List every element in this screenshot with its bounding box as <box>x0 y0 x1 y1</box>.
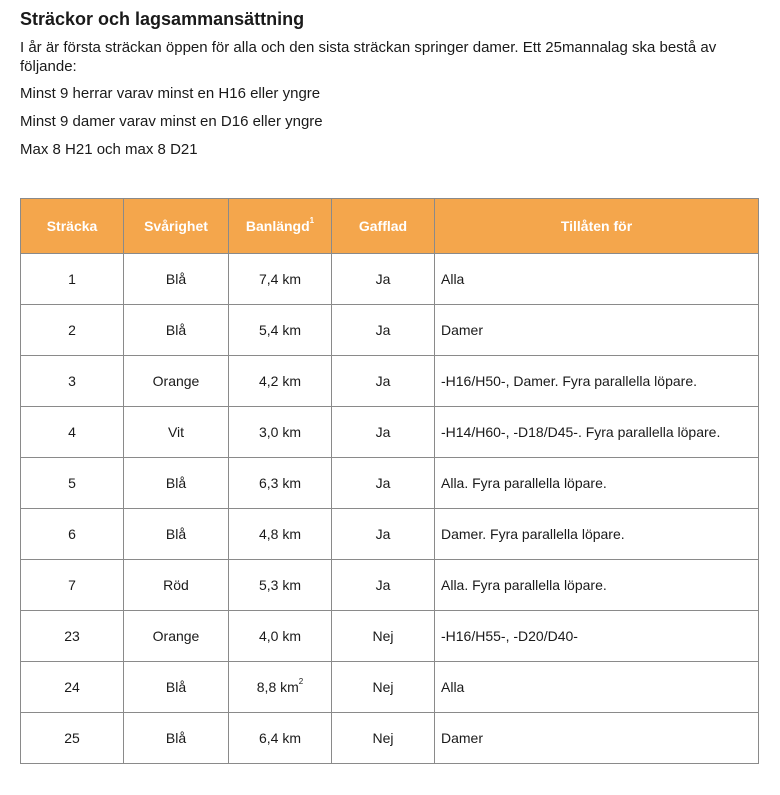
cell-forked: Nej <box>332 611 435 662</box>
header-leg: Sträcka <box>21 199 124 254</box>
table-row <box>21 356 759 407</box>
table-row <box>21 662 759 713</box>
rule-text-max: Max 8 H21 och max 8 D21 <box>20 141 198 158</box>
header-difficulty: Svårighet <box>124 199 229 254</box>
cell-difficulty: Röd <box>124 560 229 611</box>
table-row <box>21 458 759 509</box>
cell-forked: Ja <box>332 560 435 611</box>
header-length-label: Banlängd <box>245 218 310 234</box>
cell-allowed: Damer <box>435 305 759 356</box>
cell-allowed: Alla. Fyra parallella löpare. <box>435 458 759 509</box>
cell-forked: Ja <box>332 509 435 560</box>
cell-length <box>229 407 332 458</box>
table-row <box>21 509 759 560</box>
length-value: 7,4 km <box>258 271 301 287</box>
length-value: 5,4 km <box>258 322 301 338</box>
cell-difficulty: Orange <box>124 611 229 662</box>
cell-difficulty: Blå <box>124 713 229 764</box>
footnote-marker: 1 <box>309 216 315 225</box>
cell-allowed: -H16/H50-, Damer. Fyra parallella löpare. <box>435 356 759 407</box>
rule-text-men: Minst 9 herrar varav minst en H16 eller yngre <box>20 85 321 102</box>
length-value: 4,2 km <box>258 373 301 389</box>
cell-length <box>229 611 332 662</box>
header-length <box>229 199 332 254</box>
cell-leg: 25 <box>21 713 124 764</box>
cell-length <box>229 662 332 713</box>
cell-forked: Ja <box>332 458 435 509</box>
length-value: 5,3 km <box>258 577 301 593</box>
table-row <box>21 305 759 356</box>
cell-length <box>229 458 332 509</box>
cell-difficulty: Blå <box>124 662 229 713</box>
cell-length <box>229 509 332 560</box>
cell-length <box>229 560 332 611</box>
page-title: Sträckor och lagsammansättning <box>20 9 305 29</box>
cell-allowed: Alla <box>435 662 759 713</box>
cell-difficulty: Blå <box>124 458 229 509</box>
footnote-marker: 2 <box>298 677 304 686</box>
cell-forked: Ja <box>332 356 435 407</box>
cell-length <box>229 713 332 764</box>
table-row <box>21 560 759 611</box>
cell-difficulty: Blå <box>124 509 229 560</box>
cell-leg: 4 <box>21 407 124 458</box>
length-value: 3,0 km <box>258 424 301 440</box>
table-header-row <box>21 199 759 254</box>
table-row <box>21 713 759 764</box>
cell-forked: Ja <box>332 254 435 305</box>
header-allowed: Tillåten för <box>435 199 759 254</box>
table-row <box>21 254 759 305</box>
length-value: 4,8 km <box>258 526 301 542</box>
cell-leg: 3 <box>21 356 124 407</box>
cell-allowed: -H14/H60-, -D18/D45-. Fyra parallella löpare. <box>435 407 759 458</box>
length-value: 8,8 km <box>256 679 299 695</box>
cell-leg: 23 <box>21 611 124 662</box>
table-row <box>21 407 759 458</box>
cell-leg: 24 <box>21 662 124 713</box>
cell-length <box>229 356 332 407</box>
cell-leg: 6 <box>21 509 124 560</box>
cell-allowed: Alla. Fyra parallella löpare. <box>435 560 759 611</box>
legs-table <box>20 198 759 764</box>
cell-forked: Ja <box>332 407 435 458</box>
page <box>0 0 780 159</box>
cell-forked: Nej <box>332 662 435 713</box>
header-forked: Gafflad <box>332 199 435 254</box>
cell-difficulty: Orange <box>124 356 229 407</box>
cell-allowed: Damer <box>435 713 759 764</box>
length-value: 4,0 km <box>258 628 301 644</box>
table-row <box>21 611 759 662</box>
cell-allowed: Alla <box>435 254 759 305</box>
length-value: 6,3 km <box>258 475 301 491</box>
cell-leg: 2 <box>21 305 124 356</box>
length-value: 6,4 km <box>258 730 301 746</box>
cell-forked: Ja <box>332 305 435 356</box>
rule-text-women: Minst 9 damer varav minst en D16 eller yngre <box>20 113 323 130</box>
cell-forked: Nej <box>332 713 435 764</box>
cell-difficulty: Blå <box>124 305 229 356</box>
cell-allowed: -H16/H55-, -D20/D40- <box>435 611 759 662</box>
intro-text: I år är första sträckan öppen för alla och den sista sträckan springer damer. Ett 25mannalag ska bestå av följande: <box>20 39 717 75</box>
cell-allowed: Damer. Fyra parallella löpare. <box>435 509 759 560</box>
cell-difficulty: Blå <box>124 254 229 305</box>
cell-length <box>229 254 332 305</box>
cell-length <box>229 305 332 356</box>
cell-leg: 5 <box>21 458 124 509</box>
cell-leg: 1 <box>21 254 124 305</box>
cell-difficulty: Vit <box>124 407 229 458</box>
cell-leg: 7 <box>21 560 124 611</box>
